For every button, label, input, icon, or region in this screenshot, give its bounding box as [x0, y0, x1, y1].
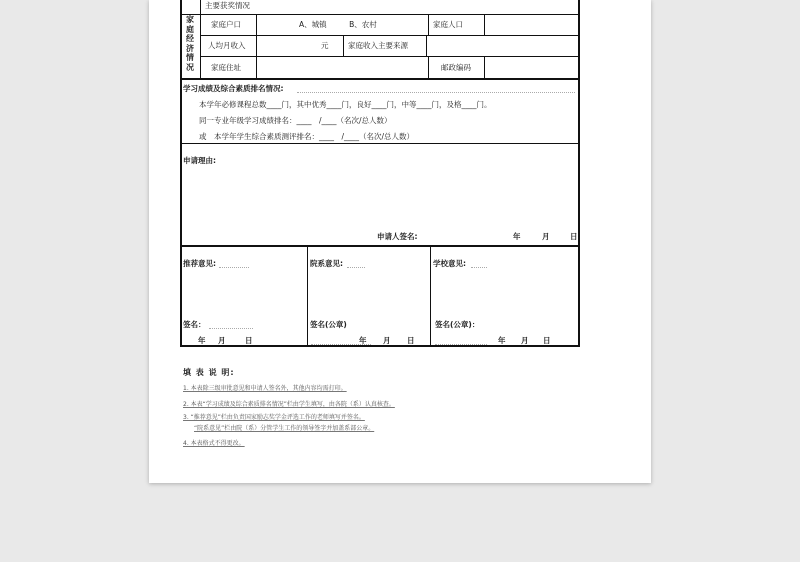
dept-year: 年: [359, 336, 367, 345]
note-item: 4. 本表格式不得更改。: [183, 440, 245, 447]
grades-line-3: 或 本学年学生综合素质测评排名：____ /____（名次/总人数）: [199, 132, 415, 141]
reason-title: 申请理由:: [183, 156, 216, 165]
dotted-line: [435, 344, 487, 345]
dotted-line: [471, 267, 487, 268]
reason-year: 年: [513, 232, 521, 241]
row-line: [200, 56, 580, 57]
income-source-label: 家庭收入主要来源: [348, 41, 408, 50]
recommend-title: 推荐意见:: [183, 259, 216, 268]
opinion-divider: [430, 245, 431, 346]
dept-day: 日: [407, 336, 415, 345]
row-line: [180, 78, 580, 80]
dotted-line: [209, 328, 253, 329]
cell-line: [256, 14, 257, 79]
dept-sign: 签名(公章): [310, 320, 347, 329]
income-label: 人均月收入: [208, 41, 246, 50]
dotted-line: [297, 92, 575, 93]
table-right-border: [578, 78, 580, 346]
note-item: 2. 本表“学习成绩及综合素质排名情况”栏由学生填写，由各院（系）认真核查。: [183, 401, 395, 408]
cell-line: [428, 14, 429, 35]
row-line: [180, 14, 580, 15]
hukou-label: 家庭户口: [211, 20, 241, 29]
income-unit: 元: [321, 41, 329, 50]
dept-month: 月: [383, 336, 391, 345]
cell-line: [484, 14, 485, 35]
section-divider: [200, 0, 201, 79]
form-paper: [149, 0, 651, 483]
hukou-options: A、城镇 B、农村: [299, 20, 377, 29]
note-item: 1. 本表除三级审批意见和申请人签名外，其他内容均需打印。: [183, 385, 347, 392]
dept-title: 院系意见:: [310, 259, 343, 268]
grades-line-1: 本学年必修课程总数____门，其中优秀____门，良好____门，中等____门，及格____门。: [199, 100, 492, 109]
school-sign: 签名(公章)：: [435, 320, 480, 329]
applicant-signature-label: 申请人签名:: [377, 232, 418, 241]
school-title: 学校意见:: [433, 259, 466, 268]
school-day: 日: [543, 336, 551, 345]
population-label: 家庭人口: [433, 20, 463, 29]
note-item: “院系意见”栏由院（系）分管学生工作的领导签字并加盖系部公章。: [194, 425, 375, 432]
reason-month: 月: [542, 232, 550, 241]
table-left-border: [180, 0, 182, 79]
table-left-border: [180, 78, 182, 346]
award-label: 主要获奖情况: [205, 1, 250, 10]
reason-day: 日: [570, 232, 578, 241]
cell-line: [343, 35, 344, 56]
row-line: [200, 35, 580, 36]
cell-line: [484, 56, 485, 78]
cell-line: [426, 35, 427, 56]
grades-title: 学习成绩及综合素质排名情况:: [183, 84, 284, 93]
opinion-divider: [307, 245, 308, 346]
table-right-border: [578, 0, 580, 79]
row-line: [180, 143, 580, 144]
recommend-month: 月: [218, 336, 226, 345]
note-item: 3. “推荐意见”栏由负责国家励志奖学金评选工作的老师填写并签名。: [183, 414, 365, 421]
school-month: 月: [521, 336, 529, 345]
table-bottom-border: [180, 345, 580, 347]
school-year: 年: [498, 336, 506, 345]
family-section-label: 家庭经济情况: [186, 15, 194, 72]
dotted-line: [219, 267, 249, 268]
row-line: [180, 245, 580, 247]
address-label: 家庭住址: [211, 63, 241, 72]
notes-title: 填 表 说 明:: [183, 368, 235, 377]
postcode-label: 邮政编码: [441, 63, 471, 72]
cell-line: [428, 56, 429, 78]
recommend-day: 日: [245, 336, 253, 345]
dotted-line: [347, 267, 365, 268]
recommend-year: 年: [198, 336, 206, 345]
recommend-sign: 签名：: [183, 320, 206, 329]
grades-line-2: 同一专业年级学习成绩排名：____ /____（名次/总人数）: [199, 116, 392, 125]
